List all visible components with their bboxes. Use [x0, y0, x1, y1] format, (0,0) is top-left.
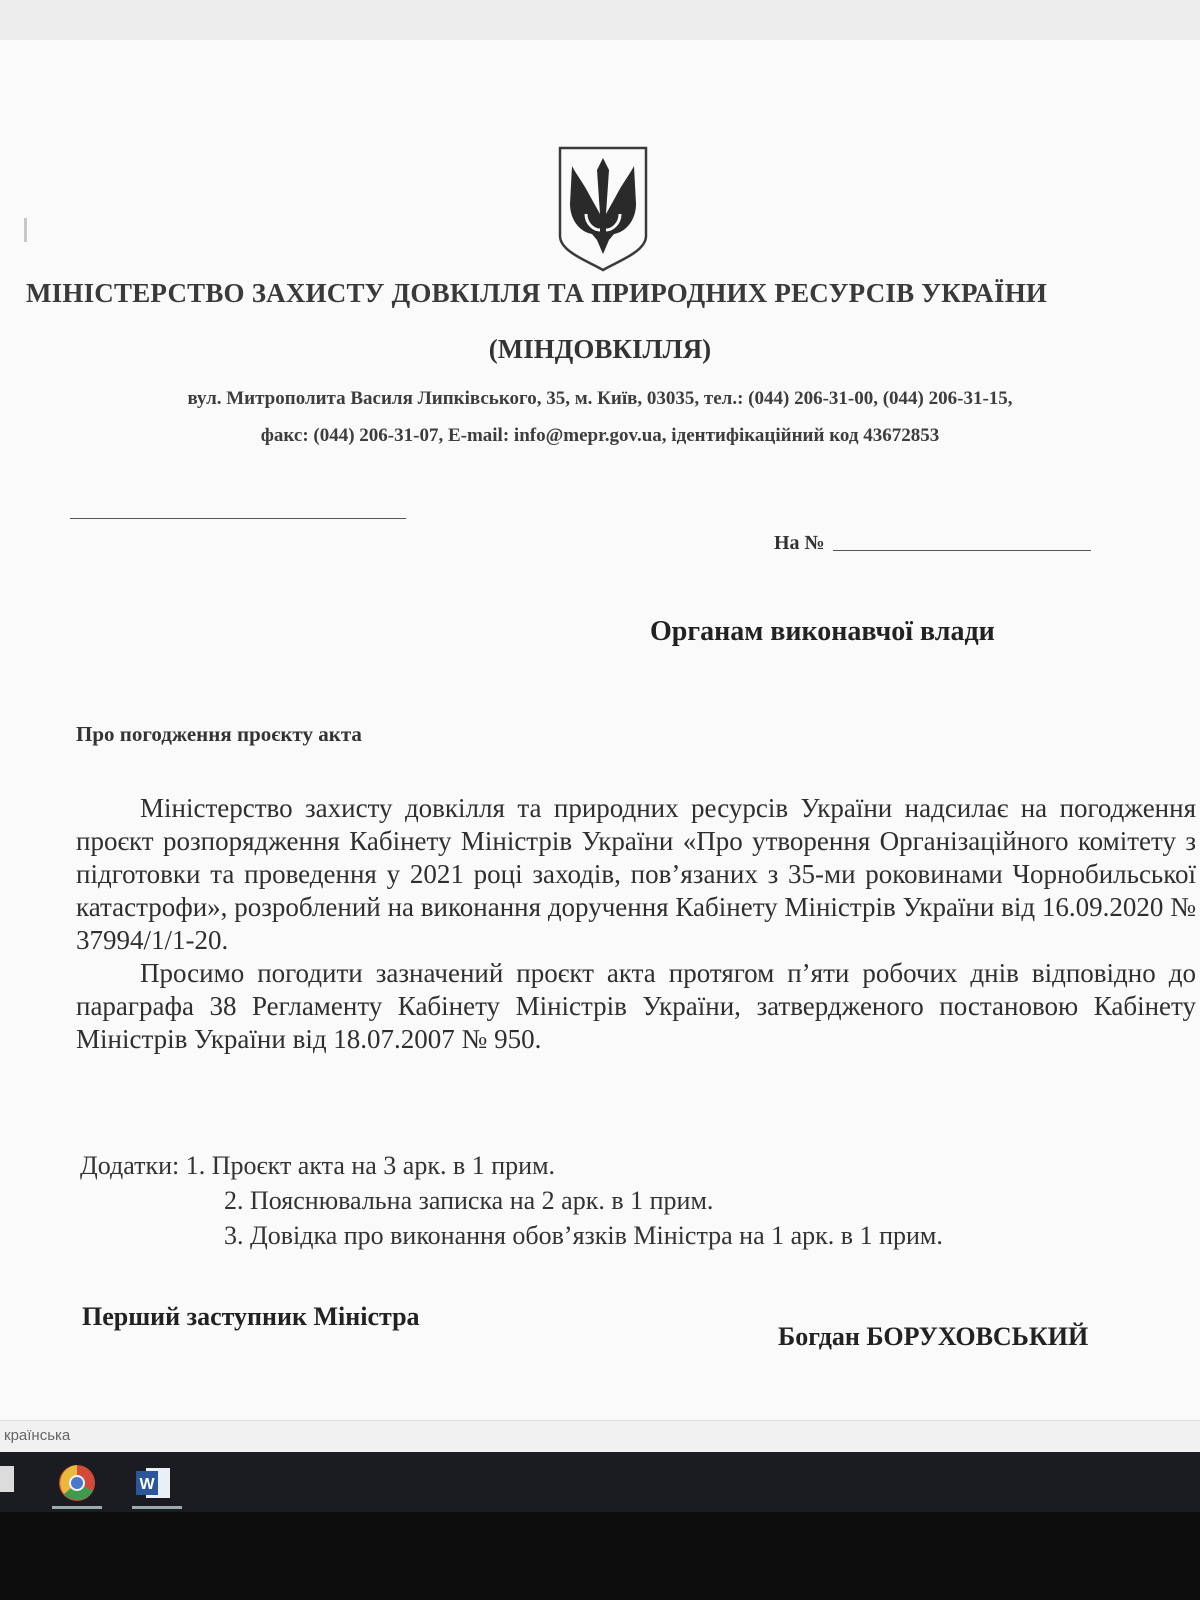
language-indicator[interactable]: країнська: [4, 1427, 71, 1444]
signer-name: Богдан БОРУХОВСЬКИЙ: [778, 1322, 1089, 1351]
ruler-strip: [0, 0, 1200, 41]
body-paragraph-2: Просимо погодити зазначений проєкт акта протягом п’яти робочих днів відповідно до параграфа 38 Регламенту Кабінету Міністрів України, затвердженого постановою Кабінету Міністрів України від 18.07.2007 № 950.: [76, 958, 1196, 1054]
ministry-name: МІНІСТЕРСТВО ЗАХИСТУ ДОВКІЛЛЯ ТА ПРИРОДНИХ РЕСУРСІВ УКРАЇНИ: [26, 278, 1048, 308]
trident-emblem-icon: [556, 144, 650, 272]
attachment-item-2: 2. Пояснювальна записка на 2 арк. в 1 прим.: [224, 1186, 714, 1215]
address-line-1: вул. Митрополита Василя Липківського, 35, м. Київ, 03035, тел.: (044) 206-31-00, (044) 206-31-15,: [187, 388, 1013, 409]
taskbar: [0, 1452, 1200, 1512]
letter-body: [76, 792, 1196, 1056]
word-active-indicator: [132, 1506, 182, 1509]
body-paragraph-1: Міністерство захисту довкілля та природних ресурсів України надсилає на погодження проєкт розпорядження Кабінету Міністрів України «Про утворення Організаційного комітету з підготовки та проведення у 2021 році заходів, пов’язаних з 35-ми роковинами Чорнобильської катастрофи», розроблений на виконання доручення Кабінету Міністрів України від 16.09.2020 № 37994/1/1-20.: [76, 793, 1196, 955]
status-bar: [0, 1420, 1200, 1451]
attachments-label: Додатки:: [80, 1151, 180, 1180]
attachment-item-1: Додатки: 1. Проєкт акта на 3 арк. в 1 прим.: [80, 1151, 556, 1180]
svg-text:W: W: [139, 1476, 155, 1493]
subject-line: Про погодження проєкту акта: [76, 722, 362, 746]
attachment-item-3: 3. Довідка про виконання обов’язків Міністра на 1 арк. в 1 прим.: [224, 1221, 943, 1250]
signer-position: Перший заступник Міністра: [82, 1302, 420, 1331]
start-button[interactable]: [0, 1466, 14, 1492]
document-page[interactable]: [0, 40, 1200, 1420]
registration-number-line: [70, 518, 406, 519]
recipient: Органам виконавчої влади: [650, 616, 995, 647]
address-line-2: факс: (044) 206-31-07, E-mail: info@mepr.gov.ua, ідентифікаційний код 43672853: [260, 425, 940, 446]
reference-number-field: [774, 532, 1091, 555]
chrome-active-indicator: [52, 1506, 102, 1509]
reference-number-blank: [833, 550, 1091, 551]
chrome-icon[interactable]: [58, 1464, 96, 1502]
ministry-abbreviation: (МІНДОВКІЛЛЯ): [488, 334, 712, 364]
text-cursor: [24, 218, 27, 242]
word-icon[interactable]: [136, 1466, 172, 1500]
attachments-list: [80, 1148, 943, 1253]
reference-number-label: На №: [774, 532, 825, 554]
